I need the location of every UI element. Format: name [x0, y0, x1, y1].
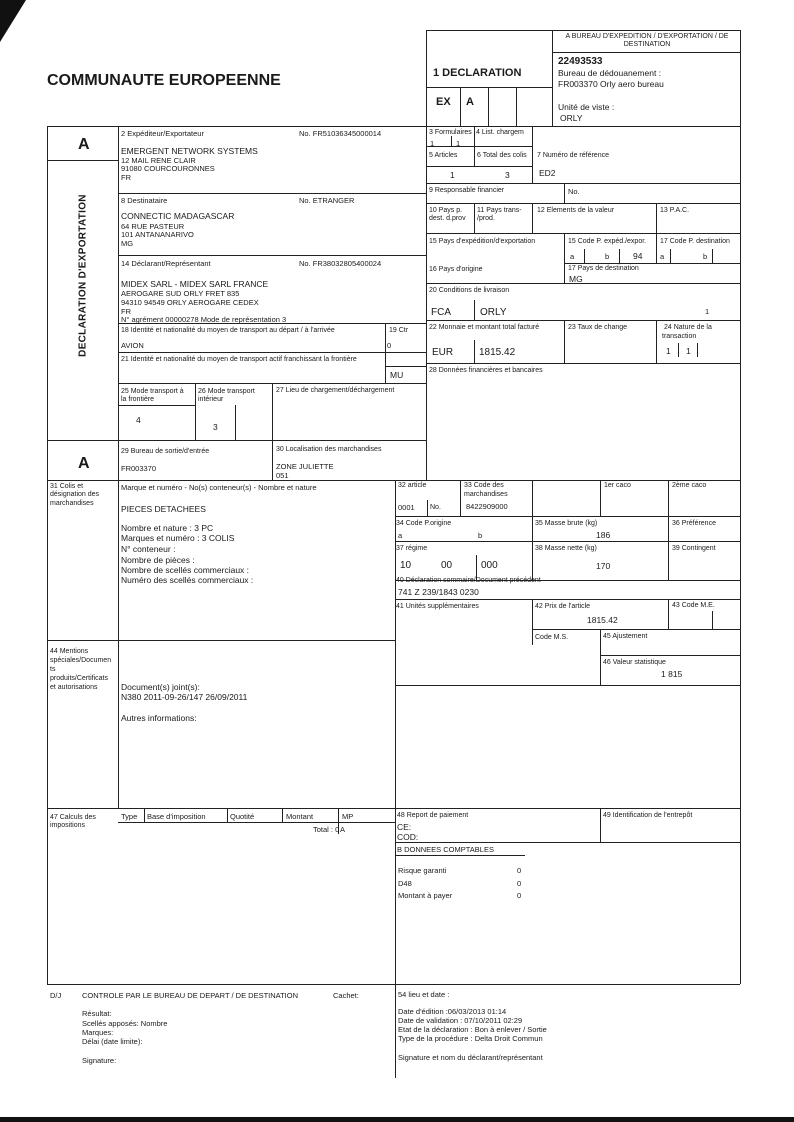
rule	[656, 203, 657, 233]
rule	[426, 233, 740, 234]
box5-label: 5 Articles	[429, 152, 458, 159]
box54-line1: Date d'édition :06/03/2013 01:14	[398, 1007, 507, 1016]
box30-value2: 051	[276, 471, 289, 480]
office-label: A BUREAU D'EXPEDITION / D'EXPORTATION / DE DESTINATION	[565, 33, 729, 48]
box26-label1: 26 Mode transport	[198, 388, 255, 395]
rule	[656, 320, 657, 363]
box24-v1: 1	[666, 346, 671, 356]
box38-value: 170	[596, 561, 611, 571]
rule	[118, 822, 395, 823]
control-seals: Scellés apposés: Nombre	[82, 1019, 168, 1028]
rule	[427, 500, 428, 516]
box14-label: 14 Déclarant/Représentant	[121, 259, 211, 268]
box54-label: 54 lieu et date :	[398, 990, 450, 999]
box43-label: 43 Code M.E.	[672, 602, 715, 609]
visit-value: ORLY	[560, 113, 583, 123]
box44-label2: spéciales/Documen	[50, 657, 112, 664]
rule	[47, 160, 118, 161]
rule	[564, 183, 565, 203]
rule	[426, 166, 532, 167]
boxb-row0-label: Risque garanti	[398, 866, 447, 875]
box28-label: 28 Données financières et bancaires	[429, 367, 543, 374]
box31-header: Marque et numéro - No(s) conteneur(s) - Nombre et nature	[121, 483, 317, 492]
rule	[668, 516, 669, 580]
rule	[426, 30, 427, 126]
box47-mp: MP	[342, 812, 354, 821]
box20-place: ORLY	[480, 307, 507, 318]
rule	[460, 87, 461, 126]
control-result: Résultat:	[82, 1009, 112, 1018]
rule	[740, 30, 741, 126]
box15-a: a	[570, 252, 575, 261]
box6-label: 6 Total des colis	[477, 152, 527, 159]
box18-value: AVION	[121, 341, 144, 350]
box18-label: 18 Identité et nationalité du moyen de transport au départ / à l'arrivée	[121, 327, 335, 334]
boxb-label: B DONNEES COMPTABLES	[397, 845, 494, 854]
declaration-label: 1 DECLARATION	[433, 67, 522, 79]
declaration-ex: EX	[436, 96, 451, 108]
box2-addr2: 91080 COURCOURONNES	[121, 164, 215, 173]
rule	[532, 516, 533, 580]
rule	[552, 30, 553, 126]
box44-other: Autres informations:	[121, 713, 197, 723]
rule	[697, 343, 698, 357]
rule	[564, 320, 565, 363]
box24-label2: transaction	[662, 333, 697, 340]
box14-addr1: AEROGARE SUD ORLY FRET 835	[121, 289, 240, 298]
box11-label1: 11 Pays trans-	[477, 207, 522, 214]
box25-label2: la frontière	[121, 396, 155, 403]
rule	[619, 249, 620, 263]
box34-label: 34 Code P.origine	[396, 520, 452, 527]
box8-number: No. ETRANGER	[299, 196, 355, 205]
rule	[474, 340, 475, 363]
box31-line3: N° conteneur :	[121, 544, 176, 554]
box8-addr1: 64 RUE PASTEUR	[121, 222, 185, 231]
box48-cod: COD:	[397, 832, 419, 842]
rule	[584, 249, 585, 263]
box15-b: b	[605, 252, 610, 261]
rule	[516, 87, 517, 126]
box47-quotite: Quotité	[230, 812, 255, 821]
box39-label: 39 Contingent	[672, 545, 716, 552]
box6-value: 3	[505, 170, 510, 180]
box33-label1: 33 Code des	[464, 482, 504, 489]
box20-code: FCA	[431, 307, 451, 318]
rule	[118, 126, 119, 808]
control-dj: D/J	[50, 991, 62, 1000]
box44-docs-label: Document(s) joint(s):	[121, 682, 200, 692]
rule	[195, 383, 196, 440]
rule	[532, 480, 533, 516]
box40-value: 741 Z 239/1843 0230	[398, 587, 479, 597]
rule	[712, 611, 713, 629]
box19-label: 19 Ctr	[389, 327, 409, 334]
rule	[395, 599, 740, 600]
box25-label1: 25 Mode transport à	[121, 388, 184, 395]
rule	[552, 52, 740, 53]
rule	[426, 126, 427, 480]
box40-label: 40 Déclaration sommaire/Document précédent	[396, 577, 541, 584]
control-delay: Délai (date limite):	[82, 1037, 143, 1046]
rule	[474, 203, 475, 233]
box4-label: 4 List. chargem	[476, 129, 524, 136]
rule	[460, 480, 461, 516]
box2-addr1: 12 MAIL RENE CLAIR	[121, 156, 196, 165]
box34-a: a	[398, 531, 403, 540]
box54-line3: Etat de la déclaration : Bon à enlever / Sortie	[398, 1025, 547, 1034]
boxb-row1-value: 0	[517, 879, 522, 888]
office-name: Bureau de dédouanement :	[558, 68, 662, 78]
rule	[118, 352, 426, 353]
boxb-row1-label: D48	[398, 879, 412, 888]
section-letter-a-2: A	[78, 455, 90, 472]
box3-v2: 1	[456, 139, 461, 148]
box41-label: 41 Unités supplémentaires	[396, 603, 479, 610]
box16-label: 16 Pays d'origine	[429, 266, 483, 273]
box54-line2: Date de validation : 07/10/2011 02:29	[398, 1016, 523, 1025]
box3-label: 3 Formulaires	[429, 129, 472, 136]
rule	[564, 263, 740, 264]
box54-line4: Type de la procédure : Delta Droit Commun	[398, 1034, 543, 1043]
rule	[740, 126, 741, 984]
box10-label2: dest. d.prov	[429, 215, 466, 222]
code-ms-label: Code M.S.	[535, 634, 569, 641]
box37-label: 37 régime	[396, 545, 428, 552]
box33-label2: marchandises	[464, 491, 508, 498]
box14-addr2: 94310 94549 ORLY AEROGARE CEDEX	[121, 298, 259, 307]
caco-first: 1er caco	[604, 482, 631, 489]
box14-country: FR	[121, 307, 131, 316]
box8-label: 8 Destinataire	[121, 196, 168, 205]
box17-code-a: a	[660, 252, 665, 261]
box30-value1: ZONE JULIETTE	[276, 462, 334, 471]
box15-label: 15 Pays d'expédition/d'exportation	[429, 238, 536, 245]
scan-corner-mark	[0, 0, 26, 42]
box19-value: 0	[387, 341, 392, 350]
rule	[272, 383, 273, 480]
box17-label: 17 Pays de destination	[568, 265, 639, 272]
box31-label1: 31 Colis et	[50, 483, 84, 490]
box29-label: 29 Bureau de sortie/d'entrée	[121, 448, 210, 455]
box12-label: 12 Elements de la valeur	[537, 207, 615, 214]
box8-name: CONNECTIC MADAGASCAR	[121, 211, 235, 221]
box23-label: 23 Taux de change	[568, 324, 628, 331]
box45-label: 45 Ajustement	[603, 633, 648, 640]
rule	[47, 984, 740, 985]
box11-label2: /prod.	[477, 215, 495, 222]
rule	[656, 233, 657, 263]
rule	[426, 363, 740, 364]
rule	[426, 183, 740, 184]
rule	[488, 87, 489, 126]
box27-label: 27 Lieu de chargement/déchargement	[276, 387, 395, 394]
box31-line5: Nombre de scellés commerciaux :	[121, 565, 250, 575]
rule	[564, 233, 565, 283]
rule	[451, 136, 452, 146]
rule	[395, 685, 740, 686]
box29-value: FR003370	[121, 464, 157, 473]
rule	[712, 249, 713, 263]
box32-value: 0001	[398, 503, 415, 512]
box7-value: ED2	[539, 168, 556, 178]
caco-second: 2ème caco	[672, 482, 707, 489]
box37-v2: 00	[441, 560, 453, 571]
box44-label1: 44 Mentions	[50, 648, 89, 655]
rule	[47, 808, 740, 809]
rule	[282, 808, 283, 822]
box47-a: A	[340, 825, 346, 834]
declaration-a: A	[466, 96, 474, 108]
section-letter-a: A	[78, 136, 90, 153]
box2-label: 2 Expéditeur/Exportateur	[121, 129, 204, 138]
boxb-row0-value: 0	[517, 866, 522, 875]
box9-label: 9 Responsable financier	[429, 187, 505, 194]
box48-ce: CE:	[397, 822, 412, 832]
box31-line1: Nombre et nature : 3 PC	[121, 523, 214, 533]
rule	[600, 655, 740, 656]
rule	[395, 842, 740, 843]
rule	[395, 516, 740, 517]
rule	[47, 640, 395, 641]
rule	[395, 855, 525, 856]
box44-label4: produits/Certificats	[50, 675, 108, 682]
box5-value: 1	[450, 170, 455, 180]
box2-name: EMERGENT NETWORK SYSTEMS	[121, 146, 258, 156]
rule	[395, 480, 396, 984]
rule	[668, 480, 669, 516]
rule	[426, 30, 740, 31]
rule	[532, 629, 740, 630]
rule	[395, 984, 396, 1078]
box24-label1: 24 Nature de la	[664, 324, 712, 331]
box42-value: 1815.42	[587, 615, 618, 625]
box22-label: 22 Monnaie et montant total facturé	[429, 324, 540, 331]
rule	[668, 599, 669, 629]
control-signature: Signature:	[82, 1056, 117, 1065]
box17-code-label: 17 Code P. destination	[660, 238, 730, 245]
box31-line2: Marques et numéro : 3 COLIS	[121, 533, 235, 543]
box15-code-label: 15 Code P. expéd./expor.	[568, 238, 647, 245]
box30-label: 30 Localisation des marchandises	[276, 446, 382, 453]
box26-value: 3	[213, 422, 218, 432]
box8-addr2: 101 ANTANANARIVO	[121, 230, 194, 239]
box35-value: 186	[596, 530, 611, 540]
box25-value: 4	[136, 415, 141, 425]
box32-no: No.	[430, 504, 441, 511]
box20-extra: 1	[705, 307, 710, 316]
box54-line5: Signature et nom du déclarant/représentant	[398, 1053, 543, 1062]
office-number: 22493533	[558, 56, 603, 67]
rule	[426, 87, 552, 88]
box31-label3: marchandises	[50, 500, 94, 507]
rule	[678, 343, 679, 357]
box37-v3: 000	[481, 560, 498, 571]
rule	[426, 146, 532, 147]
rule	[47, 126, 48, 984]
box2-country: FR	[121, 173, 131, 182]
box3-v1: 1	[430, 139, 435, 148]
rule	[395, 541, 740, 542]
box49-label: 49 Identification de l'entrepôt	[603, 812, 693, 819]
rule	[385, 366, 426, 367]
box9-number: No.	[568, 187, 580, 196]
box46-value: 1 815	[661, 669, 683, 679]
rule	[235, 405, 236, 440]
box47-label2: impositions	[50, 822, 86, 829]
box33-value: 8422909000	[466, 502, 508, 511]
rule	[47, 440, 426, 441]
box31-line4: Nombre de pièces :	[121, 555, 195, 565]
box46-label: 46 Valeur statistique	[603, 659, 666, 666]
rule	[474, 300, 475, 320]
box17-code-b: b	[703, 252, 708, 261]
box47-montant: Montant	[286, 812, 314, 821]
rule	[118, 405, 195, 406]
office-code: FR003370 Orly aero bureau	[558, 79, 664, 89]
box31-line6: Numéro des scellés commerciaux :	[121, 575, 254, 585]
box21-label: 21 Identité et nationalité du moyen de transport actif franchissant la frontière	[121, 356, 357, 363]
box21-value: MU	[390, 370, 404, 380]
rule	[118, 193, 426, 194]
box24-v2: 1	[686, 346, 691, 356]
rule	[426, 283, 740, 284]
rule	[600, 629, 601, 685]
side-label-declaration: DECLARATION D'EXPORTATION	[77, 194, 89, 357]
box17-value: MG	[569, 274, 583, 284]
box36-label: 36 Préférence	[672, 520, 716, 527]
rule	[600, 480, 601, 516]
rule	[385, 366, 386, 383]
box42-label: 42 Prix de l'article	[535, 603, 591, 610]
box44-label3: ts	[50, 666, 56, 673]
rule	[47, 126, 740, 127]
rule	[532, 203, 533, 233]
box20-label: 20 Conditions de livraison	[429, 287, 510, 294]
rule	[118, 255, 426, 256]
boxb-row2-value: 0	[517, 891, 522, 900]
box48-label: 48 Report de paiement	[397, 812, 469, 819]
box22-currency: EUR	[432, 347, 454, 358]
box26-label2: intérieur	[198, 396, 224, 403]
box47-base: Base d'imposition	[147, 812, 206, 821]
control-cachet: Cachet:	[333, 991, 359, 1000]
rule	[532, 126, 533, 183]
scan-bottom-edge	[0, 1117, 794, 1122]
box31-desc: PIECES DETACHEES	[121, 504, 206, 514]
box37-v1: 10	[400, 560, 412, 571]
box47-label1: 47 Calculs des	[50, 814, 96, 821]
box13-label: 13 P.A.C.	[660, 207, 690, 214]
box10-label1: 10 Pays p.	[429, 207, 463, 214]
box2-number: No. FR51036345000014	[299, 129, 382, 138]
box8-country: MG	[121, 239, 134, 248]
box35-label: 35 Masse brute (kg)	[535, 520, 598, 527]
rule	[47, 480, 740, 481]
box14-agreement: N° agrément 00000278 Mode de représentation 3	[121, 315, 287, 324]
box15-value: 94	[633, 251, 643, 261]
box7-label: 7 Numéro de référence	[537, 152, 609, 159]
control-title: CONTROLE PAR LE BUREAU DE DEPART / DE DESTINATION	[82, 991, 299, 1000]
visit-label: Unité de viste :	[558, 102, 615, 112]
box31-label2: désignation des	[50, 491, 100, 498]
box44-label5: et autorisations	[50, 684, 98, 691]
boxb-row2-label: Montant à payer	[398, 891, 453, 900]
page-title: COMMUNAUTE EUROPEENNE	[47, 72, 281, 89]
rule	[600, 808, 601, 842]
rule	[532, 599, 533, 645]
rule	[670, 249, 671, 263]
control-marks: Marques:	[82, 1028, 114, 1037]
rule	[474, 126, 475, 166]
box14-number: No. FR38032805400024	[299, 259, 382, 268]
box44-docs-value: N380 2011-09-26/147 26/09/2011	[121, 692, 248, 702]
rule	[426, 320, 740, 321]
box22-amount: 1815.42	[479, 347, 516, 358]
box32-label: 32 article	[398, 482, 427, 489]
box47-total: Total : 0	[313, 825, 340, 834]
box38-label: 38 Masse nette (kg)	[535, 545, 597, 552]
rule	[227, 808, 228, 822]
box47-type: Type	[121, 812, 138, 821]
box14-name: MIDEX SARL - MIDEX SARL FRANCE	[121, 279, 269, 289]
rule	[144, 808, 145, 822]
box34-b: b	[478, 531, 483, 540]
